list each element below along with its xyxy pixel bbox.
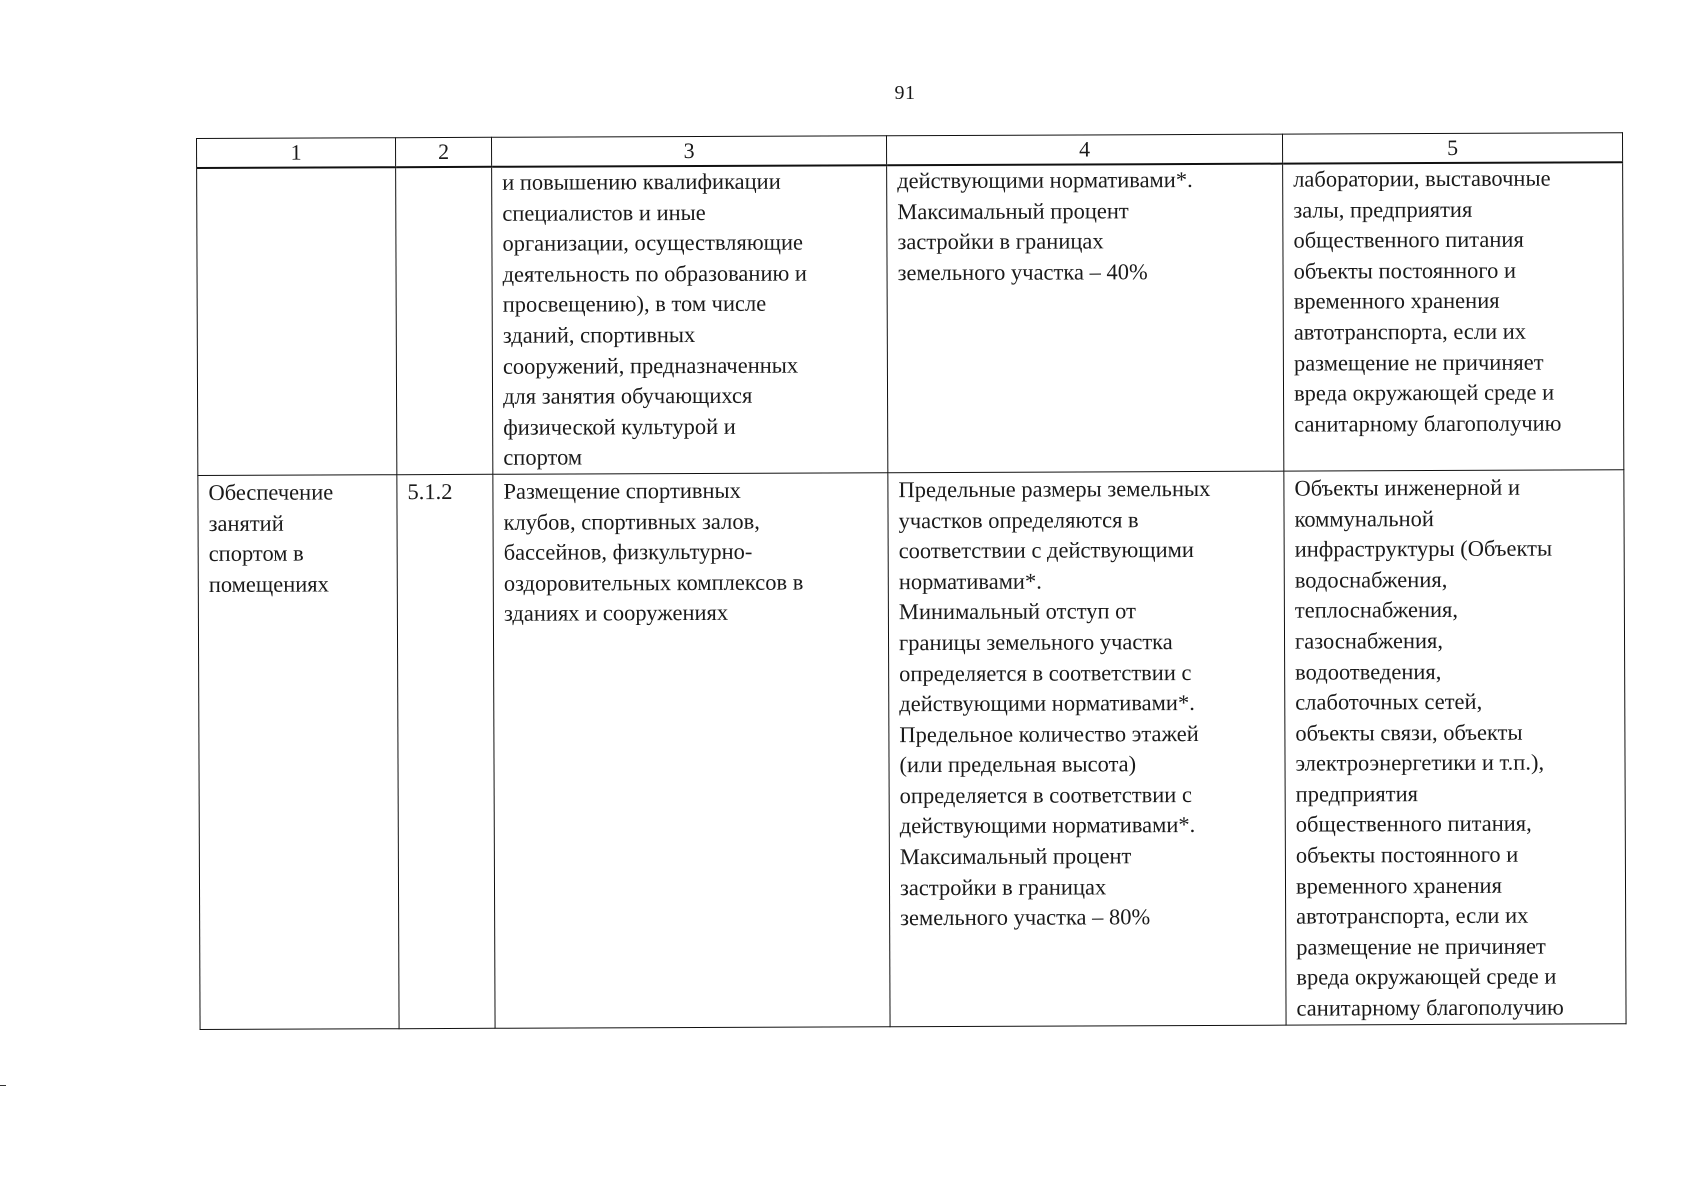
cell-line: застройки в границах bbox=[897, 228, 1104, 255]
column-header-4: 4 bbox=[886, 134, 1282, 165]
cell-line: Максимальный процент bbox=[899, 843, 1132, 870]
cell-line: действующими нормативами*. bbox=[899, 690, 1195, 717]
cell-line: вреда окружающей среде и bbox=[1296, 963, 1557, 991]
cell-line: размещение не причиняет bbox=[1293, 349, 1544, 376]
cell-line: Размещение спортивных bbox=[503, 477, 741, 504]
cell-line: объекты постоянного и bbox=[1295, 841, 1519, 868]
cell-line: зданий, спортивных bbox=[502, 321, 696, 348]
cell-line: газоснабжения, bbox=[1294, 627, 1444, 654]
cell-line: зданиях и сооружениях bbox=[503, 600, 729, 627]
cell-parameters bbox=[888, 471, 1286, 1026]
cell-line: водоснабжения, bbox=[1294, 566, 1448, 593]
cell-use-description bbox=[492, 165, 888, 474]
cell-line: определяется в соответствии с bbox=[899, 659, 1192, 686]
cell-line: действующими нормативами*. bbox=[897, 166, 1193, 194]
cell-line: просвещению), в том числе bbox=[502, 291, 767, 318]
cell-line: клубов, спортивных залов, bbox=[503, 508, 760, 535]
cell-line: земельного участка – 40% bbox=[897, 258, 1148, 285]
cell-line: (или предельная высота) bbox=[899, 751, 1137, 778]
cell-line: определяется в соответствии с bbox=[899, 781, 1192, 809]
cell-line: Предельное количество этажей bbox=[899, 720, 1199, 747]
cell-line: спортом в bbox=[208, 540, 304, 567]
column-header-2: 2 bbox=[396, 137, 492, 167]
cell-line: оздоровительных комплексов в bbox=[503, 569, 804, 596]
cell-line: застройки в границах bbox=[899, 874, 1107, 900]
cell-line: коммунальной bbox=[1294, 505, 1434, 532]
cell-line: Минимальный отступ от bbox=[898, 598, 1136, 625]
column-header-5: 5 bbox=[1282, 133, 1622, 164]
cell-line: временного хранения bbox=[1293, 288, 1500, 314]
cell-line: организации, осуществляющие bbox=[502, 229, 804, 256]
zoning-table bbox=[196, 132, 1627, 1029]
cell-line: санитарному благополучию bbox=[1296, 994, 1564, 1021]
cell-line: лаборатории, выставочные bbox=[1293, 165, 1551, 192]
cell-line: 5.1.2 bbox=[407, 478, 453, 505]
cell-line: Обеспечение bbox=[208, 479, 334, 505]
cell-use-name bbox=[197, 167, 397, 475]
cell-line: соответствии с действующими bbox=[898, 537, 1194, 564]
cell-line: временного хранения bbox=[1295, 872, 1502, 899]
column-header-3: 3 bbox=[491, 136, 886, 167]
cell-line: водоотведения, bbox=[1295, 658, 1442, 685]
cell-use-code bbox=[396, 167, 493, 475]
cell-line: теплоснабжения, bbox=[1294, 597, 1459, 623]
cell-line: участков определяются в bbox=[898, 506, 1139, 533]
cell-line: предприятия bbox=[1295, 780, 1419, 807]
cell-line: помещениях bbox=[208, 571, 329, 597]
cell-line: специалистов и иные bbox=[502, 199, 706, 226]
cell-parameters bbox=[887, 164, 1284, 473]
cell-line: деятельность по образованию и bbox=[502, 260, 807, 287]
table-row bbox=[198, 470, 1626, 1029]
cell-line: Максимальный процент bbox=[897, 197, 1129, 224]
cell-line: электроэнергетики и т.п.), bbox=[1295, 749, 1545, 776]
scan-mark bbox=[0, 1085, 6, 1086]
cell-line: общественного питания bbox=[1293, 226, 1524, 253]
cell-line: залы, предприятия bbox=[1293, 196, 1473, 223]
cell-line: границы земельного участка bbox=[898, 628, 1173, 656]
page-number: 91 bbox=[894, 82, 916, 104]
cell-line: автотранспорта, если их bbox=[1293, 318, 1527, 345]
cell-use-code bbox=[397, 474, 495, 1028]
cell-auxiliary-uses bbox=[1283, 162, 1624, 471]
cell-use-description bbox=[493, 473, 890, 1028]
cell-line: нормативами*. bbox=[898, 568, 1042, 594]
cell-line: действующими нормативами*. bbox=[899, 812, 1196, 839]
cell-line: Объекты инженерной и bbox=[1294, 474, 1521, 501]
cell-line: физической культурой и bbox=[503, 413, 736, 440]
cell-use-name bbox=[198, 475, 399, 1029]
table-row bbox=[197, 162, 1624, 475]
cell-line: спортом bbox=[503, 444, 583, 471]
cell-line: занятий bbox=[208, 510, 284, 536]
cell-line: размещение не причиняет bbox=[1296, 933, 1546, 960]
cell-line: санитарному благополучию bbox=[1294, 410, 1562, 437]
cell-line: Предельные размеры земельных bbox=[898, 475, 1211, 503]
cell-line: автотранспорта, если их bbox=[1296, 902, 1529, 929]
cell-line: общественного питания, bbox=[1295, 811, 1532, 838]
cell-line: вреда окружающей среде и bbox=[1293, 379, 1555, 406]
cell-line: для занятия обучающихся bbox=[502, 382, 753, 409]
cell-line: объекты постоянного и bbox=[1293, 257, 1517, 284]
cell-line: сооружений, предназначенных bbox=[502, 352, 799, 379]
cell-line: объекты связи, объекты bbox=[1295, 719, 1523, 746]
cell-line: земельного участка – 80% bbox=[900, 904, 1151, 931]
cell-auxiliary-uses bbox=[1284, 470, 1626, 1025]
cell-line: слаботочных сетей, bbox=[1295, 688, 1483, 715]
cell-line: инфраструктуры (Объекты bbox=[1294, 535, 1553, 562]
cell-line: бассейнов, физкультурно- bbox=[503, 538, 753, 565]
column-header-1: 1 bbox=[197, 138, 396, 168]
cell-line: и повышению квалификации bbox=[502, 168, 781, 195]
